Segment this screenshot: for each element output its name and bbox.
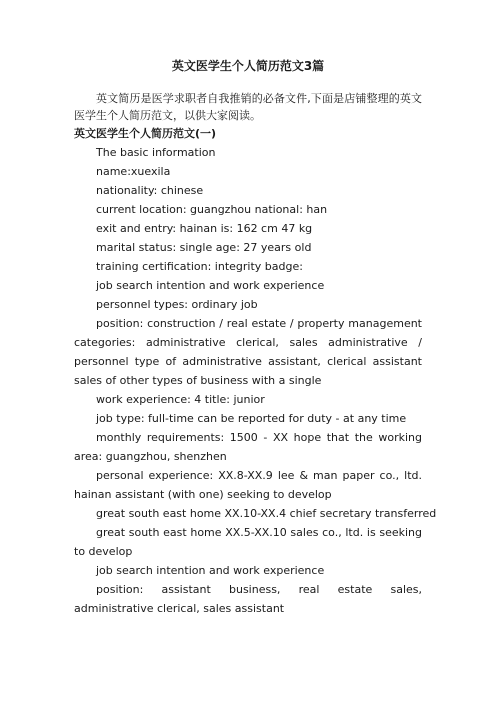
section-heading: 英文医学生个人简历范文(一) xyxy=(74,127,217,140)
line-job-type: job type: full-time can be reported for duty - at any time xyxy=(96,412,407,425)
line-nationality: nationality: chinese xyxy=(96,184,204,197)
intro-paragraph: 英文简历是医学求职者自我推销的必备文件,下面是店铺整理的英文医学生个人简历范文，以供大家阅读。 xyxy=(74,92,422,122)
resume-body xyxy=(74,143,437,618)
paragraph-position-2: position: assistant business, real estate sales, administrative clerical, sales assistant xyxy=(74,583,422,615)
line-job-search-intention: job search intention and work experience xyxy=(96,279,325,292)
line-work-experience: work experience: 4 title: junior xyxy=(96,393,265,406)
line-marital-status: marital status: single age: 27 years old xyxy=(96,241,312,254)
line-basic-information: The basic information xyxy=(96,146,216,159)
line-training-certification: training certification: integrity badge: xyxy=(96,260,303,273)
line-exit-entry: exit and entry: hainan is: 162 cm 47 kg xyxy=(96,222,313,235)
line-great-south-east-home: great south east home XX.10-XX.4 chief secretary transferred xyxy=(96,507,437,520)
line-personnel-types: personnel types: ordinary job xyxy=(96,298,258,311)
document-title: 英文医学生个人简历范文3篇 xyxy=(171,59,325,73)
line-job-search-intention-2: job search intention and work experience xyxy=(96,564,325,577)
line-name: name:xuexila xyxy=(96,165,171,178)
paragraph-position: position: construction / real estate / property management categories: administrative clerical, sales administrative / personnel type of administrative assistant, clerical assistant sales of other types of business with a single xyxy=(74,317,422,387)
paragraph-monthly-requirements: monthly requirements: 1500 - XX hope that the working area: guangzhou, shenzhen xyxy=(74,431,422,463)
paragraph-personal-experience: personal experience: XX.8-XX.9 lee & man paper co., ltd. hainan assistant (with one) seeking to develop xyxy=(74,469,422,501)
line-current-location: current location: guangzhou national: han xyxy=(96,203,328,216)
paragraph-great-south-east-sales: great south east home XX.5-XX.10 sales co., ltd. is seeking to develop xyxy=(74,526,422,558)
